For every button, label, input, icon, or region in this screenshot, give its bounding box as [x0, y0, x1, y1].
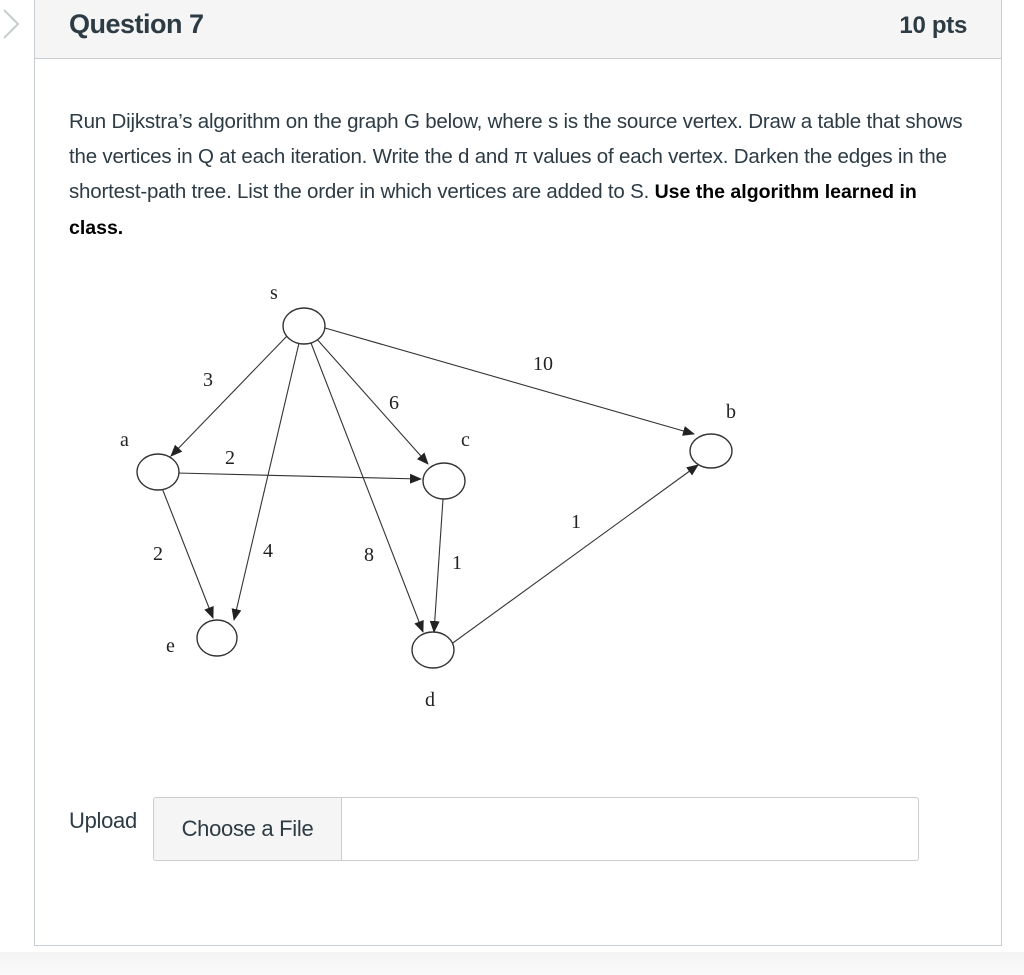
weight-c-d: 1: [452, 552, 462, 574]
edge-a-e: [162, 488, 213, 618]
choose-file-button[interactable]: Choose a File: [154, 798, 342, 860]
question-card: [34, 0, 1002, 946]
weight-s-d: 8: [364, 544, 374, 566]
question-text: [69, 104, 969, 246]
edge-s-c: [315, 337, 428, 464]
question-header: [35, 0, 1001, 59]
weight-s-b: 10: [533, 353, 553, 375]
weight-s-a: 3: [203, 369, 213, 391]
question-text-bold: Use the algorithm learned in class.: [69, 181, 917, 239]
vertex-e: [197, 620, 237, 656]
upload-label: Upload: [69, 808, 137, 833]
vertex-label-s: s: [270, 282, 278, 304]
edge-a-c: [177, 473, 421, 479]
edge-s-d: [311, 343, 423, 632]
vertex-b: [690, 434, 732, 468]
edge-s-b: [325, 328, 694, 434]
vertex-label-d: d: [425, 689, 435, 711]
weight-s-e: 4: [263, 540, 273, 562]
vertex-d: [412, 632, 454, 668]
page-bottom-strip: [0, 952, 1024, 975]
edge-c-d: [434, 499, 443, 632]
edge-s-a: [171, 336, 287, 456]
weight-a-e: 2: [153, 543, 163, 565]
vertex-label-c: c: [461, 429, 470, 451]
question-title: Question 7: [69, 9, 204, 39]
vertex-label-a: a: [120, 429, 129, 451]
vertex-a: [137, 454, 179, 490]
weight-s-c: 6: [389, 392, 399, 414]
question-text-main: Run Dijkstra’s algorithm on the graph G below, where s is the source vertex. Draw a table that shows the vertices in Q at each iteration. Write the d and π values of each vertex. Darken the edges in the shortest-path tree. List the order in which vertices are added to S.: [69, 110, 963, 203]
weight-a-c: 2: [225, 447, 235, 469]
vertex-label-b: b: [726, 401, 736, 423]
edge-d-b: [450, 465, 698, 645]
question-nav-arrow-icon: [0, 6, 26, 42]
edge-s-e: [234, 343, 299, 620]
weight-d-b: 1: [571, 511, 581, 533]
graph-diagram: [69, 270, 749, 730]
file-upload-field[interactable]: [153, 797, 919, 861]
vertex-s: [283, 308, 325, 344]
vertex-c: [423, 463, 465, 499]
question-points: 10 pts: [899, 12, 967, 39]
vertex-label-e: e: [166, 635, 175, 657]
